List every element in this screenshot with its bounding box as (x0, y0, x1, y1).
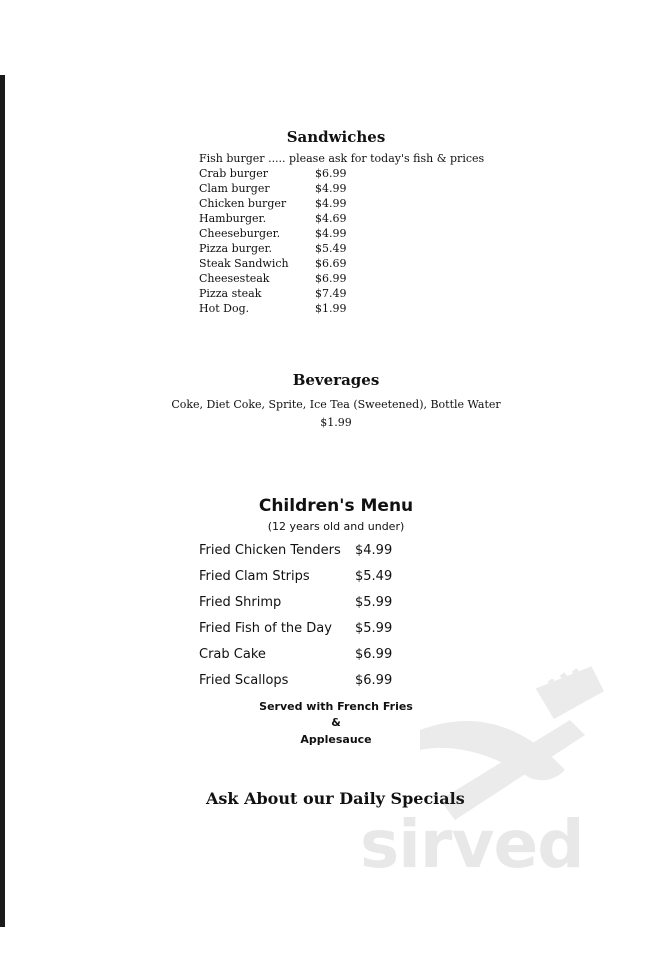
menu-item (199, 593, 392, 619)
item-name: Pizza burger. (199, 242, 273, 255)
item-price: $6.99 (355, 647, 393, 662)
item-price: $4.69 (315, 212, 347, 225)
item-name: Fried Shrimp (199, 595, 282, 610)
menu-item (199, 541, 392, 567)
menu-item (199, 567, 392, 593)
daily-specials-banner: Ask About our Daily Specials (206, 789, 465, 808)
menu-item (199, 301, 347, 316)
item-name: Fried Clam Strips (199, 569, 310, 584)
menu-item (199, 166, 347, 181)
sandwiches-heading: Sandwiches (286, 128, 386, 146)
item-price: $7.49 (315, 287, 347, 300)
childrens-menu-heading: Children's Menu (258, 496, 414, 516)
served-ampersand: & (331, 716, 341, 729)
beverages-price: $1.99 (320, 416, 352, 429)
item-name: Hamburger. (199, 212, 267, 225)
item-price: $5.99 (355, 621, 393, 636)
item-price: $6.99 (315, 167, 347, 180)
item-name: Hot Dog. (199, 302, 250, 315)
item-name: Fried Fish of the Day (199, 621, 332, 636)
served-applesauce: Applesauce (300, 733, 372, 746)
menu-item (199, 286, 347, 301)
menu-item (199, 619, 392, 645)
served-with-line: Served with French Fries (259, 700, 413, 713)
item-name: Chicken burger (199, 197, 287, 210)
item-name: Steak Sandwich (199, 257, 289, 270)
item-price: $6.99 (315, 272, 347, 285)
item-price: $5.49 (355, 569, 393, 584)
menu-item (199, 196, 347, 211)
fish-burger-note: Fish burger ..... please ask for today's fish & prices (199, 152, 485, 165)
item-price: $6.99 (355, 673, 393, 688)
item-price: $5.49 (315, 242, 347, 255)
sirved-watermark: sirved (360, 806, 584, 883)
item-name: Crab burger (199, 167, 268, 180)
item-price: $5.99 (355, 595, 393, 610)
childrens-menu-subtitle: (12 years old and under) (267, 520, 405, 533)
menu-item (199, 256, 347, 271)
item-price: $4.99 (315, 197, 347, 210)
item-name: Fried Chicken Tenders (199, 543, 341, 558)
menu-item (199, 211, 347, 226)
sandwich-list (199, 166, 347, 316)
item-name: Fried Scallops (199, 673, 289, 688)
item-name: Crab Cake (199, 647, 266, 662)
item-name: Cheeseburger. (199, 227, 281, 240)
item-price: $6.69 (315, 257, 347, 270)
menu-item (199, 181, 347, 196)
item-name: Cheesesteak (199, 272, 270, 285)
item-price: $4.99 (315, 182, 347, 195)
item-price: $4.99 (315, 227, 347, 240)
item-price: $1.99 (315, 302, 347, 315)
beverages-list: Coke, Diet Coke, Sprite, Ice Tea (Sweetened), Bottle Water (171, 398, 501, 411)
item-name: Pizza steak (199, 287, 262, 300)
menu-item (199, 271, 347, 286)
menu-item (199, 241, 347, 256)
menu-item (199, 226, 347, 241)
beverages-heading: Beverages (292, 371, 380, 389)
item-name: Clam burger (199, 182, 270, 195)
item-price: $4.99 (355, 543, 393, 558)
